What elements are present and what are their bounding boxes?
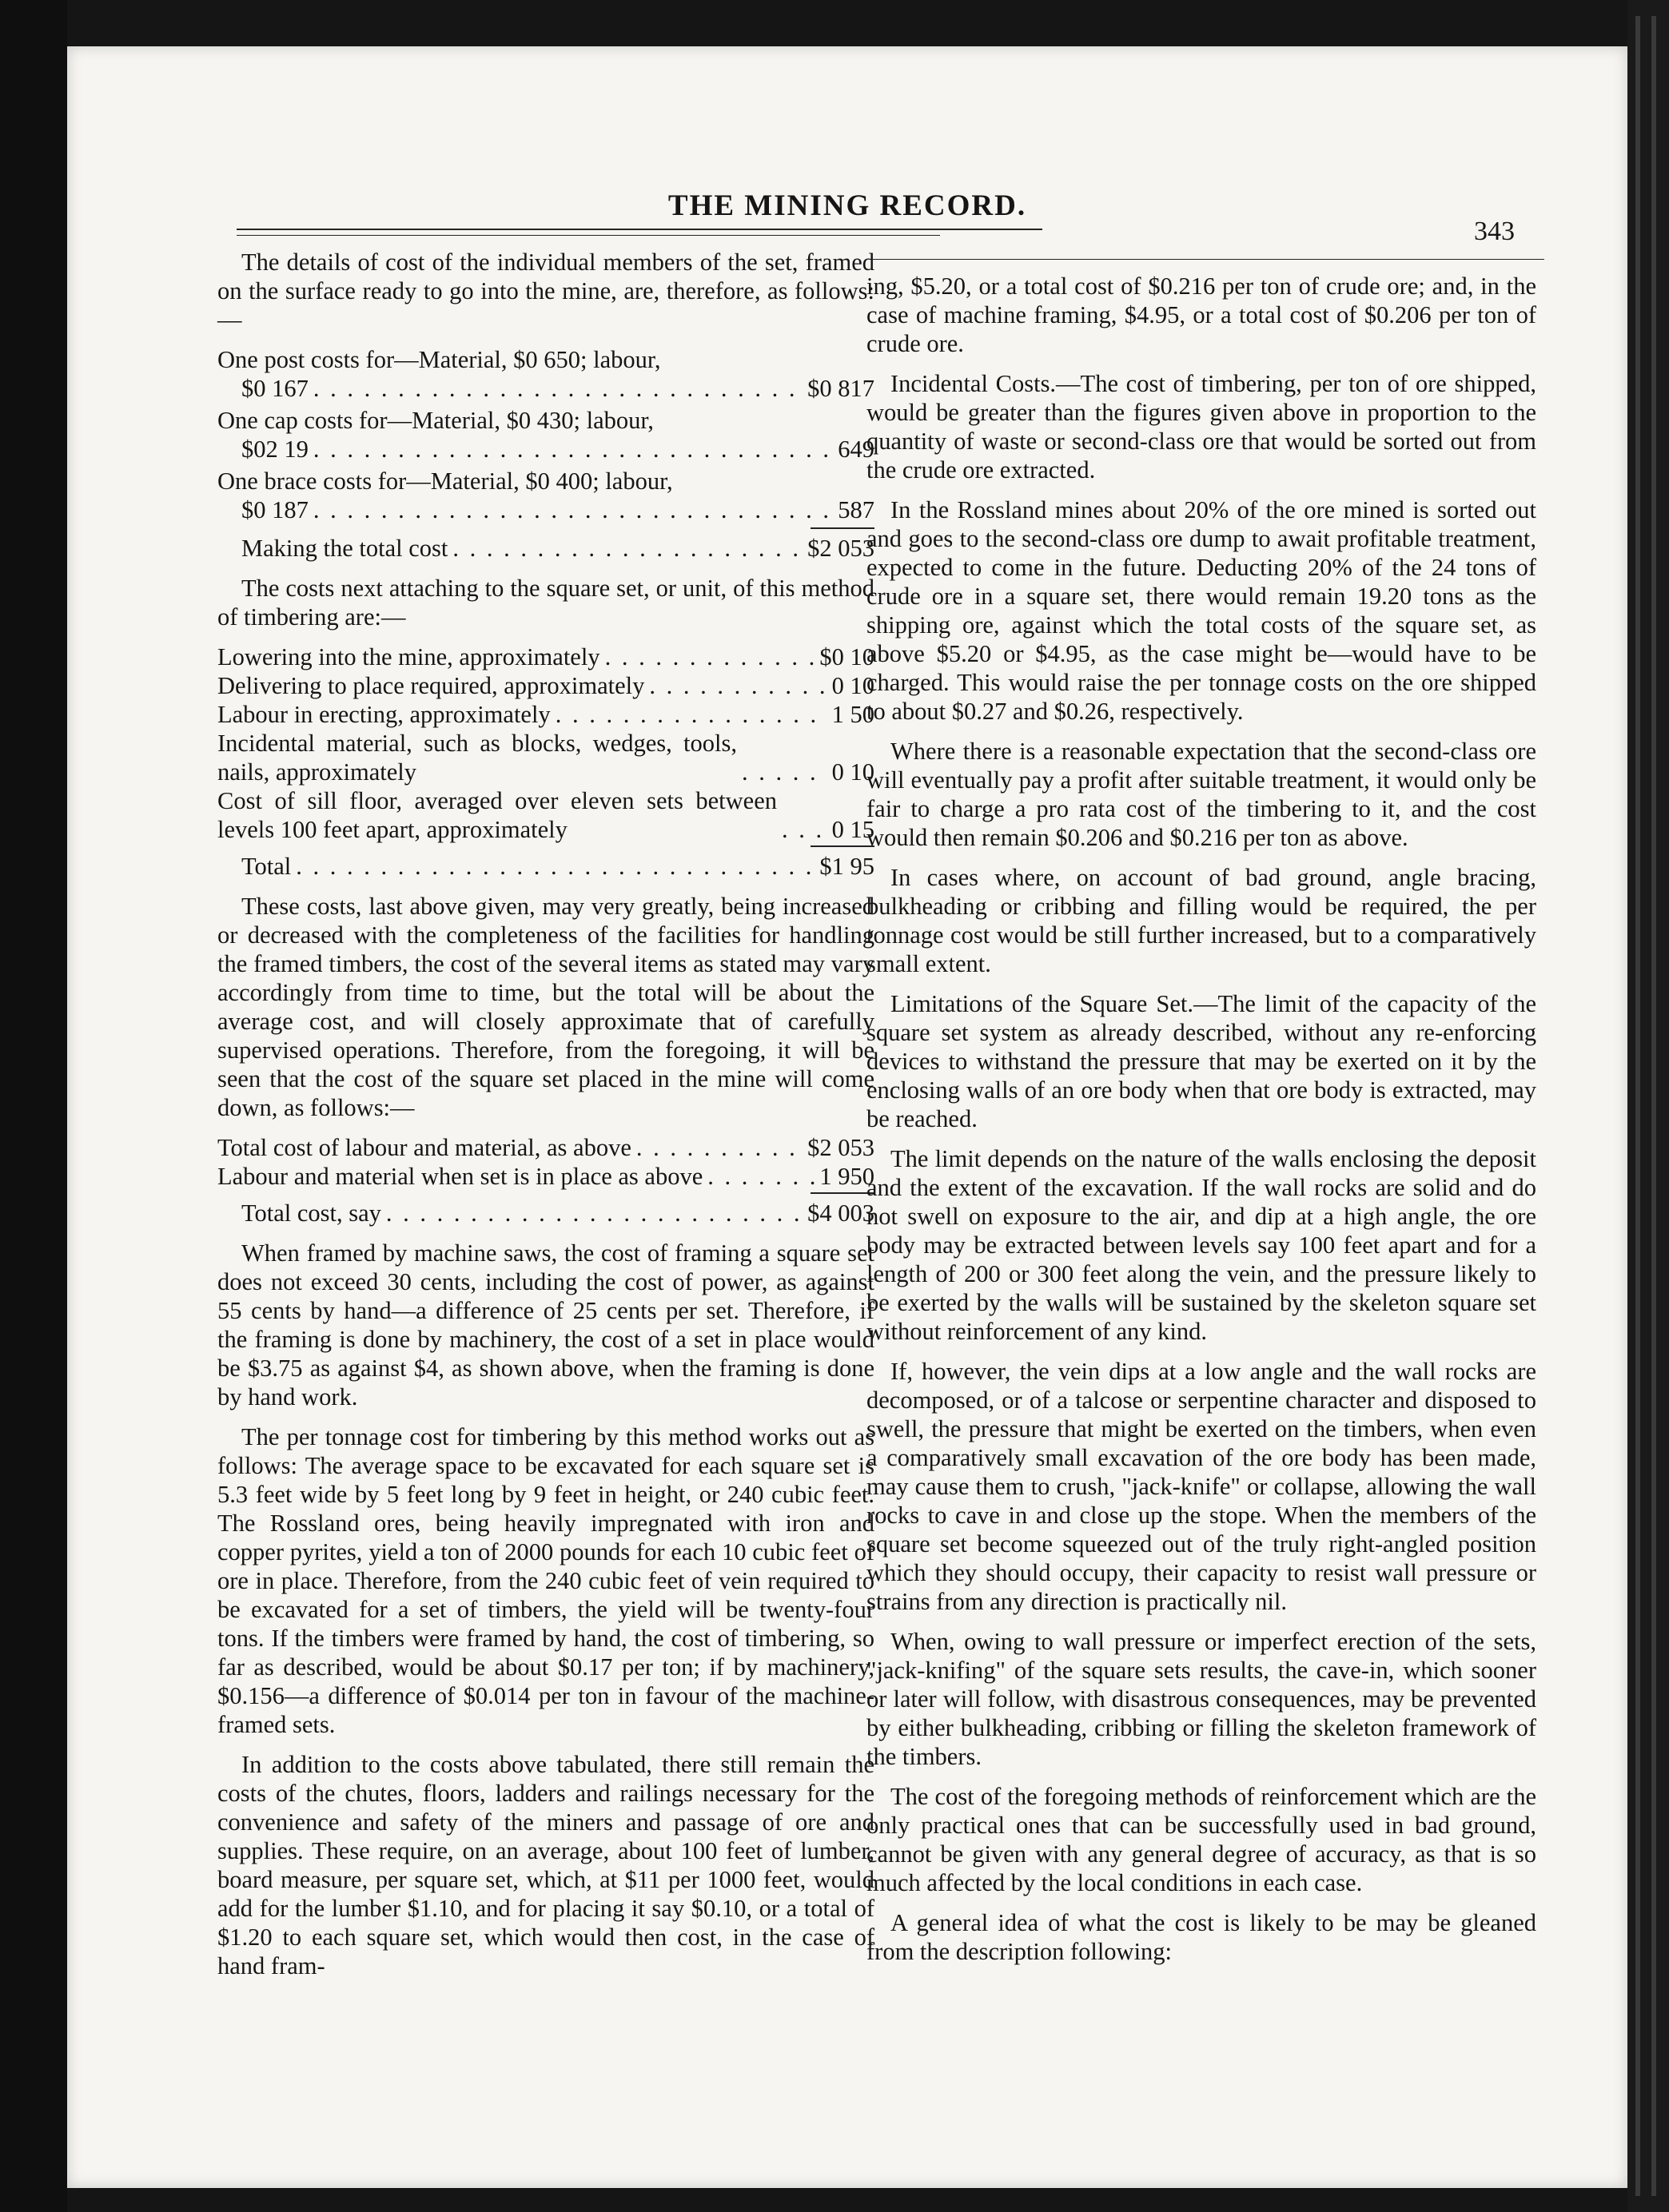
- sum-rule: [811, 845, 874, 847]
- leader-dots: [636, 1133, 803, 1162]
- header-rule-right: [873, 259, 1544, 260]
- general-idea-paragraph: A general idea of what the cost is likely to be may be gleaned from the description following:: [866, 1909, 1536, 1965]
- addition-paragraph: In addition to the costs above tabulated, there still remain the costs of the chutes, floors, ladders and railings necessary for the convenience and safety of the miners and passage of ore and supplies. These require, on an average, about 100 feet of lumber, board measure, per square set, which, at $11 per 1000 feet, would add for the lumber $1.10, and for placing it say $0.10, or a total of $1.20 to each square set, which would then cost, in the case of hand fram-: [217, 1751, 874, 1979]
- limit-depends-paragraph: The limit depends on the nature of the walls enclosing the deposit and the extent of the excavation. If the wall rocks are solid and do not swell on exposure to the air, and dip at a high angle, the ore body may be extracted between levels say 100 feet apart and for a length of 200 or 300 feet along the vein, and the pressure likely to be exerted by the walls will be sustained by the skeleton square set without reinforcement of any kind.: [866, 1145, 1536, 1345]
- if-however-paragraph: If, however, the vein dips at a low angle and the wall rocks are decomposed, or of a talcose or serpentine character and disposed to swell, the pressure that might be exerted on the timbers, when even a comparatively small excavation of the ore body has been made, may cause them to crush, "jack-knife" or collapse, allowing the wall rocks to cave in and close up the stope. When the members of the square set become squeezed out of the truly right-angled position which they should occupy, their capacity to resist wall pressure or strains from any direction is practically nil.: [866, 1358, 1536, 1615]
- cost-amount: 0 10: [831, 758, 874, 786]
- total-cost-say-line: [217, 1199, 874, 1227]
- book-binding-left: [0, 0, 67, 2212]
- member-sub: $0 167: [241, 375, 309, 402]
- leader-dots: [313, 435, 833, 463]
- member-cost-brace: [217, 467, 874, 524]
- leader-dots: [556, 700, 827, 729]
- making-total-line: [217, 534, 874, 563]
- expectation-paragraph: Where there is a reasonable expectation that the second-class ore will eventually pay a profit after suitable treatment, it would only be fair to charge a pro rata cost of the timbering to it, and the cost would then remain $0.206 and $0.216 per ton as above.: [866, 738, 1536, 851]
- cost-amount: $2 053: [807, 1134, 874, 1161]
- final-cost-row: [217, 1133, 874, 1162]
- book-binding-right: [1627, 0, 1669, 2212]
- total-amount: $1 95: [819, 853, 874, 880]
- leader-dots: [452, 534, 803, 563]
- right-column: [866, 272, 1536, 1977]
- leader-dots: [707, 1162, 815, 1191]
- sum-rule: [811, 527, 874, 529]
- next-costs-intro: The costs next attaching to the square set, or unit, of this method of timbering are:—: [217, 575, 874, 631]
- attaching-cost-row: [217, 700, 874, 729]
- leader-dots: [649, 671, 827, 700]
- attaching-cost-row: [217, 671, 874, 700]
- when-owing-paragraph: When, owing to wall pressure or imperfect erection of the sets, "jack-knifing" of the square sets results, the cave-in, which sooner or later will follow, with disastrous consequences, may be prevented by either bulkheading, cribbing or filling the skeleton framework of the timbers.: [866, 1628, 1536, 1770]
- continued-paragraph: ing, $5.20, or a total cost of $0.216 per ton of crude ore; and, in the case of machine framing, $4.95, or a total cost of $0.206 per ton of crude ore.: [866, 273, 1536, 357]
- cost-amount: 0 15: [831, 816, 874, 843]
- final-cost-row: [217, 1162, 874, 1191]
- page-header: [67, 189, 1627, 223]
- member-sub: $02 19: [241, 436, 309, 463]
- left-column: [217, 248, 874, 1991]
- leader-dots: [742, 758, 827, 786]
- member-label: One post costs for—Material, $0 650; labour,: [217, 346, 661, 373]
- attaching-cost-row: [217, 729, 874, 786]
- cost-amount: $0 10: [819, 643, 874, 670]
- running-title: THE MINING RECORD.: [667, 189, 1027, 222]
- cost-label: Total cost of labour and material, as above: [217, 1134, 631, 1161]
- intro-paragraph: The details of cost of the individual members of the set, framed on the surface ready to go into the mine, are, therefore, as follows:—: [217, 249, 874, 333]
- cost-label: Incidental material, such as blocks, wedges, tools, nails, approximately: [217, 730, 737, 786]
- scanned-page: [67, 46, 1627, 2188]
- member-amount: 587: [838, 496, 874, 523]
- incidental-costs-paragraph: Incidental Costs.—The cost of timbering, per ton of ore shipped, would be greater than the figures given above in proportion to the quantity of waste or second-class ore that would be sorted out from the crude ore extracted.: [866, 370, 1536, 483]
- header-rule-left-2: [237, 235, 940, 236]
- tonnage-paragraph: The per tonnage cost for timbering by this method works out as follows: The average space to be excavated for each square set is 5.3 feet wide by 5 feet long by 9 feet in height, or 240 cubic feet. The Rossland ores, being heavily impregnated with iron and copper pyrites, yield a ton of 2000 pounds for each 10 cubic feet of ore in place. Therefore, from the 240 cubic feet of vein required to be excavated for a set of timbers, the yield will be twenty-four tons. If the timbers were framed by hand, the cost of timbering, so far as described, would be about $0.17 per ton; if by machinery, $0.156—a difference of $0.014 per ton in favour of the machine-framed sets.: [217, 1423, 874, 1738]
- cost-amount: 0 10: [831, 672, 874, 699]
- member-label: One cap costs for—Material, $0 430; labour,: [217, 407, 654, 434]
- cost-label: Lowering into the mine, approximately: [217, 643, 600, 670]
- cost-label: Labour in erecting, approximately: [217, 701, 551, 728]
- attaching-cost-row: [217, 786, 874, 844]
- total-cost-say-label: Total cost, say: [241, 1199, 381, 1227]
- attaching-cost-row: [217, 643, 874, 671]
- cost-label: Labour and material when set is in place as above: [217, 1163, 703, 1190]
- leader-dots: [605, 643, 815, 671]
- total-cost-say-amount: $4 003: [807, 1199, 874, 1227]
- member-costs: [217, 345, 874, 563]
- cost-amount: 1 950: [819, 1163, 874, 1190]
- total-line: [217, 852, 874, 881]
- cost-amount: 1 50: [831, 701, 874, 728]
- sum-rule: [811, 1192, 874, 1194]
- member-cost-post: [217, 345, 874, 403]
- member-amount: $0 817: [807, 375, 874, 402]
- leader-dots: [386, 1199, 803, 1227]
- leader-dots: [313, 495, 833, 524]
- cost-foregoing-paragraph: The cost of the foregoing methods of reinforcement which are the only practical ones that can be successfully used in bad ground, cannot be given with any general degree of accuracy, as that is so much affected by the local conditions in each case.: [866, 1783, 1536, 1896]
- member-label: One brace costs for—Material, $0 400; labour,: [217, 467, 673, 495]
- limitations-paragraph: Limitations of the Square Set.—The limit of the capacity of the square set system as already described, without any re-enforcing devices to withstand the pressure that may be exerted on it by the enclosing walls of an ore body when that ore body is extracted, may be reached.: [866, 990, 1536, 1132]
- member-amount: 649: [838, 436, 874, 463]
- attaching-costs: [217, 643, 874, 881]
- total-label: Total: [241, 853, 292, 880]
- header-rule-left: [237, 229, 1042, 230]
- leader-dots: [313, 374, 803, 403]
- cost-label: Cost of sill floor, averaged over eleven sets between levels 100 feet apart, approximately: [217, 787, 777, 843]
- rossland-paragraph: In the Rossland mines about 20% of the ore mined is sorted out and goes to the second-class ore dump to await profitable treatment, expected to come in the future. Deducting 20% of the 24 tons of crude ore in a square set, there would remain 19.20 tons as the shipping ore, against which the total costs of the square set, as above $5.20 or $4.95, as the case might be—would have to be charged. This would raise the per tonnage costs on the ore shipped to about $0.27 and $0.26, respectively.: [866, 496, 1536, 725]
- bad-ground-paragraph: In cases where, on account of bad ground, angle bracing, bulkheading or cribbing and filling would be required, the per tonnage cost would be still further increased, but to a comparatively small extent.: [866, 864, 1536, 977]
- machine-framing-paragraph: When framed by machine saws, the cost of framing a square set does not exceed 30 cents, including the cost of power, as against 55 cents by hand—a difference of 25 cents per set. Therefore, if the framing is done by machinery, the cost of a set in place would be $3.75 as against $4, as shown above, when the framing is done by hand work.: [217, 1239, 874, 1410]
- page-number: 343: [1474, 217, 1515, 246]
- costs-vary-paragraph: These costs, last above given, may very greatly, being increased or decreased with the completeness of the facilities for handling the framed timbers, the cost of the several items as stated may vary accordingly from time to time, but the total will be about the average cost, and will closely approximate that of carefully supervised operations. Therefore, from the foregoing, it will be seen that the cost of the square set placed in the mine will come down, as follows:—: [217, 893, 874, 1121]
- member-cost-cap: [217, 406, 874, 463]
- final-costs: [217, 1133, 874, 1227]
- member-sub: $0 187: [241, 496, 309, 523]
- leader-dots: [782, 815, 827, 844]
- making-total-label: Making the total cost: [241, 535, 448, 562]
- leader-dots: [296, 852, 815, 881]
- cost-label: Delivering to place required, approximately: [217, 672, 645, 699]
- making-total-amount: $2 053: [807, 535, 874, 562]
